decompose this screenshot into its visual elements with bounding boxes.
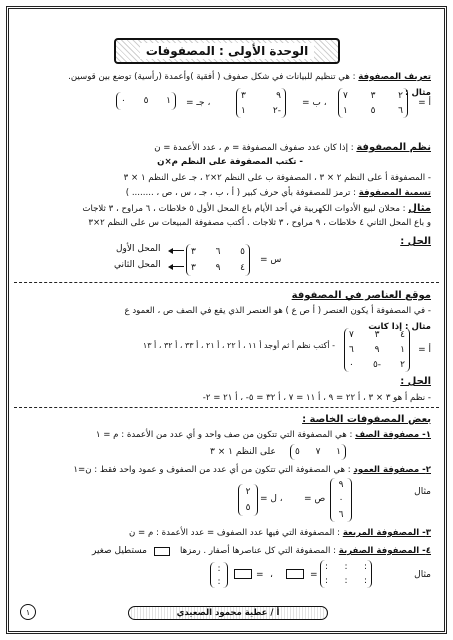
zero-matrix-a: : : [210, 562, 228, 588]
col-matrix-s-label: ص = [304, 494, 326, 504]
row-matrix-text: : هي المصفوفة التي تتكون من صف واحد و أي عدد من الأعمدة : م = ١ [95, 430, 353, 440]
zero-matrix-text: : المصفوفة التي كل عناصرها أصفار . رمزها [180, 546, 337, 556]
matrix-row: ١ ٥ ٦ [343, 105, 403, 116]
definition-line [68, 72, 431, 83]
position-question: - أكتب نظم أ ثم أوجد أ ١١ ، أ ٢٢ ، أ ٢١ ، أ ٣٣ ، أ ٣٢ ، أ ١٣ [142, 341, 335, 350]
col-matrix-s: ٩ ٠ ٦ [330, 478, 352, 522]
position-matrix-label: أ = [418, 345, 431, 355]
matrix-a [338, 88, 408, 118]
author-banner [128, 606, 328, 620]
order-examples: - المصفوفة أ على النظم ٢ × ٣ ، المصفوفة ب على النظم ٢×٢ ، جـ على النظم ١ × ٣ [123, 173, 431, 183]
square-matrix-label: ٣- المصفوفة المربعة [342, 528, 431, 538]
divider [14, 282, 439, 283]
definition-label: تعريف المصفوفة [358, 72, 431, 82]
zero-example-label: مثال [414, 570, 431, 580]
zero-equals: = [310, 570, 318, 580]
matrix-s-label: س = [260, 255, 282, 265]
position-matrix [344, 328, 410, 372]
order-label: نظم المصفوفة [356, 142, 431, 153]
col-matrix-l-label: ، ل = [260, 494, 283, 504]
col-matrix-text: : هي المصفوفة التي تتكون من أي عدد من الصفوف و عمود واحد فقط : ن=١ [73, 465, 351, 475]
zero-symbol-rect [234, 569, 252, 579]
order-solution-label: الحل : [400, 236, 431, 247]
definition-example-label: مثال : [405, 88, 431, 98]
zero-equals: = [256, 570, 264, 580]
zero-matrix-label: ٤- المصفوفة الصفرية [338, 546, 431, 556]
divider [14, 407, 439, 408]
order-rule: - تكتب المصفوفة على النظم م×ن [157, 157, 303, 167]
matrix-row: : : : [325, 562, 367, 572]
example2-text1: : محلان لبيع الأدوات الكهربية في أحد الأيام باع المحل الأول ٥ خلاطات ، ٦ مراوح ، ٣ ثلاجات [82, 204, 406, 214]
row-matrix-label: ١- مصفوفة الصف [355, 430, 431, 440]
col-matrix-l: ٢ ٥ [238, 484, 258, 516]
example2-line2: و باع المحل الثاني ٤ خلاطات ، ٩ مراوح ، ٣ ثلاجات . أكتب مصفوفة المبيعات س على النظم ٢×٣ [88, 218, 431, 228]
col-matrix-line [73, 465, 431, 476]
zero-symbol-text: مستطيل صغير [92, 546, 148, 556]
page-number: ١ [20, 604, 36, 620]
matrix-c-label: ، جـ = [186, 98, 211, 108]
matrix-row: ٦ ٩ ١ [349, 344, 405, 355]
row-matrix-line [96, 430, 431, 441]
row-matrix-example: على النظم ١ × ٣ [210, 447, 276, 457]
matrix-row: ٠ ٥ ١ [121, 96, 171, 106]
zero-comma: ، [270, 570, 273, 580]
matrix-row: ٧ ٣ ٢ [343, 90, 403, 101]
matrix-row: ٠ ٥- ٢ [349, 359, 405, 370]
order-text: : إذا كان عدد صفوف المصفوفة = م ، عدد الأعمدة = ن [154, 143, 354, 153]
zero-matrix-line [180, 546, 431, 557]
zero-symbol-rect [286, 569, 304, 579]
order-line [154, 142, 431, 154]
example2-label: مثال [408, 203, 431, 214]
square-matrix-text: : المصفوفة التي فيها عدد الصفوف = عدد الأعمدة : م = ن [129, 528, 341, 538]
matrix-b [236, 88, 286, 118]
position-solution-label: الحل : [400, 376, 431, 387]
matrix-s [186, 244, 250, 276]
matrix-a-label: أ = [418, 98, 431, 108]
col-example-label: مثال [414, 487, 431, 497]
shop2-arrow [172, 266, 184, 267]
matrix-row: ٣ ٩ ٤ [191, 263, 245, 273]
example2-line1 [82, 203, 431, 215]
position-label: موقع العناصر في المصفوفة [291, 290, 431, 301]
matrix-row: ٧ ٣ ٤ [349, 330, 405, 341]
zero-symbol-rect [154, 547, 170, 556]
unit-title: الوحدة الأولى : المصفوفات [140, 43, 314, 59]
matrix-row: ٣ ٦ ٥ [191, 247, 245, 257]
square-matrix-line [129, 528, 431, 539]
row-matrix [290, 444, 346, 460]
position-answer: - نظم أ هو ٣ × ٣ ، أ ٢٢ = ٩ ، أ ١١ = ٧ ، أ ٣٢ = ٥- ، أ ٢١ = ٢- [202, 393, 431, 403]
special-label: بعض المصفوفات الخاصة : [302, 414, 431, 425]
matrix-b-label: ، ب = [302, 98, 327, 108]
naming-text: : ترمز للمصفوفة بأي حرف كبير ( أ ، ب ، جـ ، س ، ص ، ........ ) [125, 188, 356, 198]
unit-title-box [114, 38, 340, 64]
shop1-label: المحل الأول [116, 244, 161, 254]
col-matrix-label: ٢- مصفوفة العمود [353, 465, 431, 475]
position-text: - في المصفوفة أ يكون العنصر ( أ ص ع ) هو العنصر الذي يقع في الصف ص ، العمود ع [124, 306, 431, 316]
shop1-arrow [172, 250, 184, 251]
zero-matrix-b [320, 560, 372, 588]
matrix-row: : : : [325, 576, 367, 586]
position-example-label: مثال : إذا كانت [368, 322, 431, 332]
matrix-row: ١ ٢- [241, 105, 281, 116]
naming-label: تسمية المصفوفة [358, 188, 431, 198]
naming-line [126, 188, 431, 199]
matrix-c [116, 92, 176, 110]
definition-text: : هي تنظيم للبيانات في شكل صفوف ( أفقية )وأعمدة (رأسية) توضع بين قوسين. [68, 72, 356, 82]
matrix-row: ٥ ٧ ١ [295, 447, 341, 457]
matrix-row: ٣ ٩ [241, 90, 281, 101]
shop2-label: المحل الثاني [114, 260, 161, 270]
author-name: أ / عطية محمود الصعيدي [176, 608, 280, 618]
